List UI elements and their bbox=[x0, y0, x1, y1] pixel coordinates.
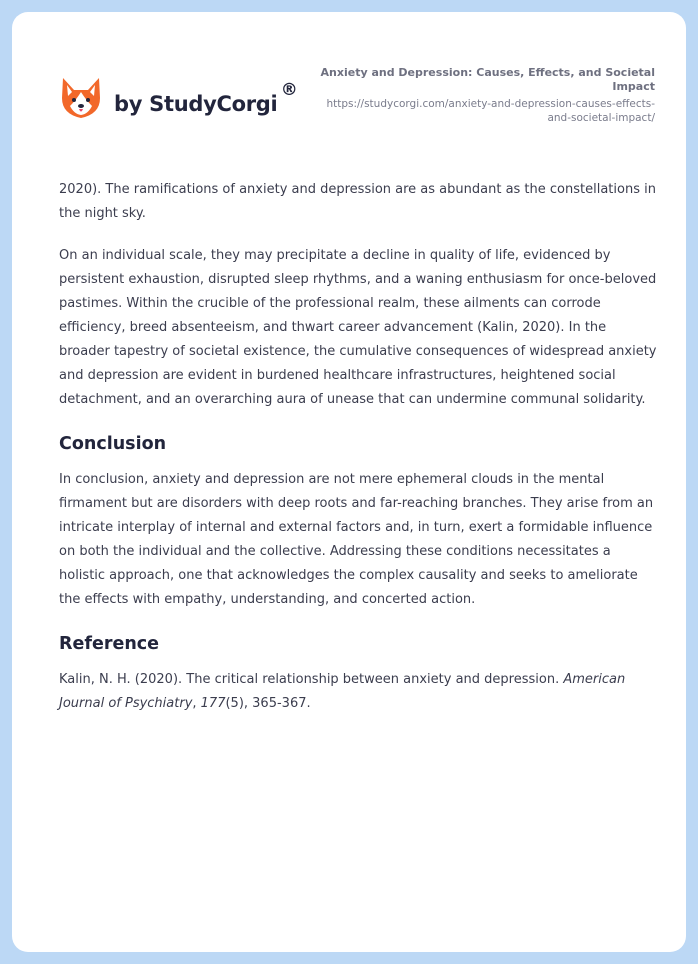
paragraph: On an individual scale, they may precipitate a decline in quality of life, evidenced by persistent exhaustion, disrupted sleep rhythms, and a waning enthusiasm for once-beloved pastimes. Within the crucible of the professional realm, these ailments can corrode efficiency, breed absenteeism, and thwart career advancement (Kalin, 2020). In the broader tapestry of societal existence, the cumulative consequences of widespread anxiety and depression are evident in burdened healthcare infrastructures, heightened social detachment, and an overarching aura of unease that can undermine communal solidarity. bbox=[59, 248, 657, 407]
document-title: Anxiety and Depression: Causes, Effects, and Societal Impact bbox=[320, 66, 655, 93]
page-header bbox=[12, 12, 686, 162]
reference-authors-title: Kalin, N. H. (2020). The critical relationship between anxiety and depression. bbox=[59, 672, 564, 687]
reference-separator: , bbox=[192, 696, 201, 711]
brand-name: by StudyCorgi ® bbox=[114, 80, 298, 116]
reference-pages: (5), 365-367. bbox=[225, 696, 311, 711]
conclusion-paragraph: In conclusion, anxiety and depression are not mere ephemeral clouds in the mental firmament but are disorders with deep roots and far-reaching branches. They arise from an intricate interplay of internal and external factors and, in turn, exert a formidable influence on both the individual and the collective. Addressing these conditions necessitates a holistic approach, one that acknowledges the complex causality and seeks to ameliorate the effects with empathy, understanding, and concerted action. bbox=[59, 472, 654, 607]
paragraph: 2020). The ramifications of anxiety and depression are as abundant as the constellations in the night sky. bbox=[59, 182, 656, 221]
conclusion-heading: Conclusion bbox=[59, 434, 167, 454]
reference-heading: Reference bbox=[59, 634, 160, 654]
document-meta bbox=[315, 66, 655, 125]
reference-entry bbox=[59, 668, 659, 716]
reference-journal: American Journal of Psychiatry bbox=[59, 672, 626, 711]
reference-volume: 177 bbox=[200, 696, 226, 711]
document-url[interactable]: https://studycorgi.com/anxiety-and-depression-causes-effects-and-societal-impact/ bbox=[326, 98, 655, 124]
corgi-icon bbox=[60, 76, 102, 122]
document-page bbox=[12, 12, 686, 952]
document-body bbox=[59, 178, 659, 734]
studycorgi-logo[interactable] bbox=[60, 76, 298, 122]
registered-mark: ® bbox=[280, 80, 298, 100]
